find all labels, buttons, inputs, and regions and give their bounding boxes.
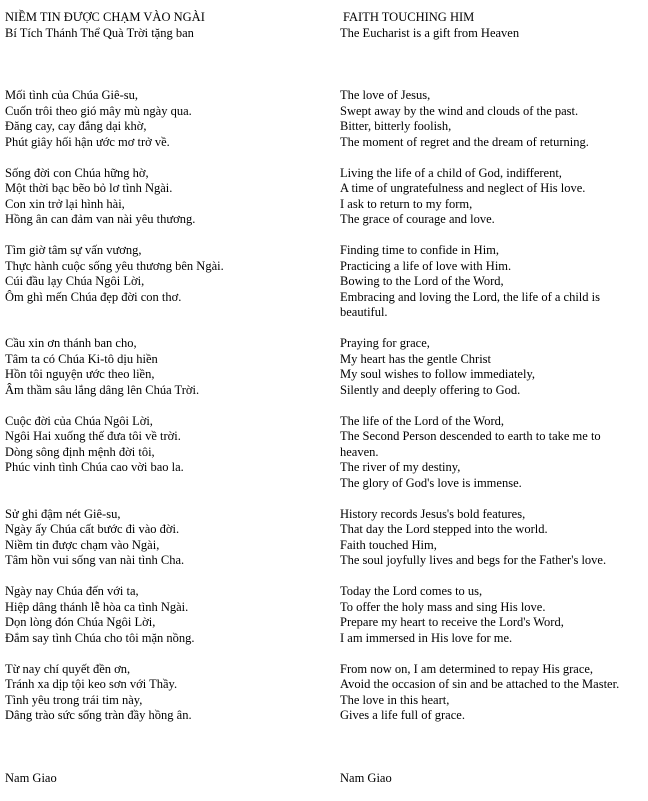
blank-line <box>5 305 325 321</box>
vietnamese-subtitle: Bí Tích Thánh Thể Quà Trời tặng ban <box>5 25 194 40</box>
poem-line: Cúi đầu lạy Chúa Ngôi Lời, <box>5 274 145 288</box>
english-stanza-6 <box>340 507 642 569</box>
blank-line <box>5 476 325 492</box>
english-stanza-7 <box>340 584 642 646</box>
poem-line: Đắm say tình Chúa cho tôi mặn nồng. <box>5 630 195 645</box>
poem-line: Silently and deeply offering to God. <box>340 382 521 397</box>
vietnamese-title: NIỀM TIN ĐƯỢC CHẠM VÀO NGÀI <box>5 10 205 24</box>
vietnamese-stanzas <box>5 88 325 724</box>
vietnamese-author: Nam Giao <box>5 771 57 785</box>
poem-line: The love in this heart, <box>340 692 450 707</box>
poem-line: Living the life of a child of God, indifferent, <box>340 165 562 180</box>
poem-line: Tránh xa dịp tội keo sơn với Thầy. <box>5 677 178 691</box>
english-stanza-1 <box>340 88 642 150</box>
poem-line: Tình yêu trong trái tim này, <box>5 692 143 707</box>
poem-line: Prepare my heart to receive the Lord's Word, <box>340 615 564 629</box>
vietnamese-stanza-1 <box>5 88 325 150</box>
vietnamese-column <box>5 10 325 739</box>
poem-line: Ngày ấy Chúa cất bước đi vào đời. <box>5 522 180 536</box>
vietnamese-stanza-4 <box>5 336 325 398</box>
poem-line: Ôm ghì mến Chúa đẹp đời con thơ. <box>5 289 182 304</box>
poem-line: Today the Lord comes to us, <box>340 584 483 598</box>
poem-line: Phút giây hối hận ước mơ trở về. <box>5 134 170 149</box>
poem-line: Ngày nay Chúa đến với ta, <box>5 584 139 598</box>
poem-line: The love of Jesus, <box>340 88 431 102</box>
poem-line: Mối tình của Chúa Giê-su, <box>5 88 138 102</box>
poem-line: My soul wishes to follow immediately, <box>340 367 536 381</box>
poem-line: Bitter, bitterly foolish, <box>340 119 452 133</box>
english-author: Nam Giao <box>340 771 392 785</box>
poem-line: Hiệp dâng thánh lễ hòa ca tình Ngài. <box>5 599 189 614</box>
english-stanzas <box>340 88 642 724</box>
english-stanza-8 <box>340 662 642 724</box>
poem-line: History records Jesus's bold features, <box>340 506 526 521</box>
poem-line: Một thời bạc bẽo bỏ lơ tình Ngài. <box>5 181 173 195</box>
poem-line: Niềm tin được chạm vào Ngài, <box>5 537 160 552</box>
english-stanza-5 <box>340 414 642 492</box>
poem-line: The life of the Lord of the Word, <box>340 413 504 428</box>
poem-line: Thực hành cuộc sống yêu thương bên Ngài. <box>5 258 224 273</box>
poem-line: Con xin trở lại hình hài, <box>5 196 125 211</box>
poem-line: Dọn lòng đón Chúa Ngôi Lời, <box>5 615 156 629</box>
poem-line: That day the Lord stepped into the world. <box>340 522 548 536</box>
poem-line: Swept away by the wind and clouds of the past. <box>340 103 579 118</box>
poem-line: The grace of courage and love. <box>340 212 495 226</box>
poem-line: I am immersed in His love for me. <box>340 630 513 645</box>
poem-line: From now on, I am determined to repay His grace, <box>340 661 594 676</box>
poem-line: Cuốn trôi theo gió mây mù ngày qua. <box>5 103 192 118</box>
english-title: FAITH TOUCHING HIM <box>343 10 475 24</box>
poem-line: To offer the holy mass and sing His love. <box>340 599 546 614</box>
poem-line: I ask to return to my form, <box>340 196 473 211</box>
poem-line: The soul joyfully lives and begs for the Father's love. <box>340 553 607 567</box>
poem-line: Cuộc đời của Chúa Ngôi Lời, <box>5 413 153 428</box>
poem-line: Dòng sông định mệnh đời tôi, <box>5 444 155 459</box>
poem-line: Gives a life full of grace. <box>340 708 465 722</box>
poem-line: Finding time to confide in Him, <box>340 243 500 257</box>
poem-line: Hồng ân can đảm van nài yêu thương. <box>5 212 196 226</box>
poem-line: The Second Person descended to earth to take me to heaven. <box>340 429 601 459</box>
vietnamese-stanza-5 <box>5 414 325 492</box>
poem-line: Avoid the occasion of sin and be attached to the Master. <box>340 677 620 691</box>
english-subtitle: The Eucharist is a gift from Heaven <box>340 25 520 40</box>
english-stanza-2 <box>340 166 642 228</box>
poem-line: Tâm hồn vui sống van nài tình Cha. <box>5 553 185 567</box>
poem-line: The river of my destiny, <box>340 460 461 474</box>
poem-line: The moment of regret and the dream of returning. <box>340 134 589 149</box>
poem-line: Từ nay chí quyết đền ơn, <box>5 661 131 676</box>
english-stanza-3 <box>340 243 642 321</box>
english-column <box>340 10 642 739</box>
vietnamese-stanza-7 <box>5 584 325 646</box>
vietnamese-stanza-2 <box>5 166 325 228</box>
poem-line: Đăng cay, cay đắng dại khờ, <box>5 119 147 133</box>
poem-line: Tâm ta có Chúa Ki-tô dịu hiền <box>5 351 158 366</box>
poem-line: Ngôi Hai xuống thế đưa tôi về trời. <box>5 429 181 443</box>
poem-line: Hồn tôi nguyện ước theo liền, <box>5 367 155 381</box>
english-stanza-4 <box>340 336 642 398</box>
poem-line: Tìm giờ tâm sự vấn vương, <box>5 243 142 257</box>
poem-line: Faith touched Him, <box>340 537 437 552</box>
poem-line: Cầu xin ơn thánh ban cho, <box>5 336 137 350</box>
poem-line: My heart has the gentle Christ <box>340 351 492 366</box>
poem-line: Sử ghi đậm nét Giê-su, <box>5 506 121 521</box>
vietnamese-stanza-8 <box>5 662 325 724</box>
poem-line: A time of ungratefulness and neglect of His love. <box>340 181 586 195</box>
poem-line: Âm thầm sâu lắng dâng lên Chúa Trời. <box>5 382 200 397</box>
poem-line: Embracing and loving the Lord, the life of a child is beautiful. <box>340 289 600 319</box>
poem-line: Sống đời con Chúa hững hờ, <box>5 165 149 180</box>
poem-line: Dâng trào sức sống tràn đầy hồng ân. <box>5 708 192 722</box>
poem-line: Praying for grace, <box>340 336 430 350</box>
vietnamese-stanza-6 <box>5 507 325 569</box>
poem-line: Phúc vinh tình Chúa cao vời bao la. <box>5 460 184 474</box>
vietnamese-stanza-3 <box>5 243 325 321</box>
poem-line: The glory of God's love is immense. <box>340 475 522 490</box>
poem-line: Bowing to the Lord of the Word, <box>340 274 504 288</box>
poem-line: Practicing a life of love with Him. <box>340 258 512 273</box>
